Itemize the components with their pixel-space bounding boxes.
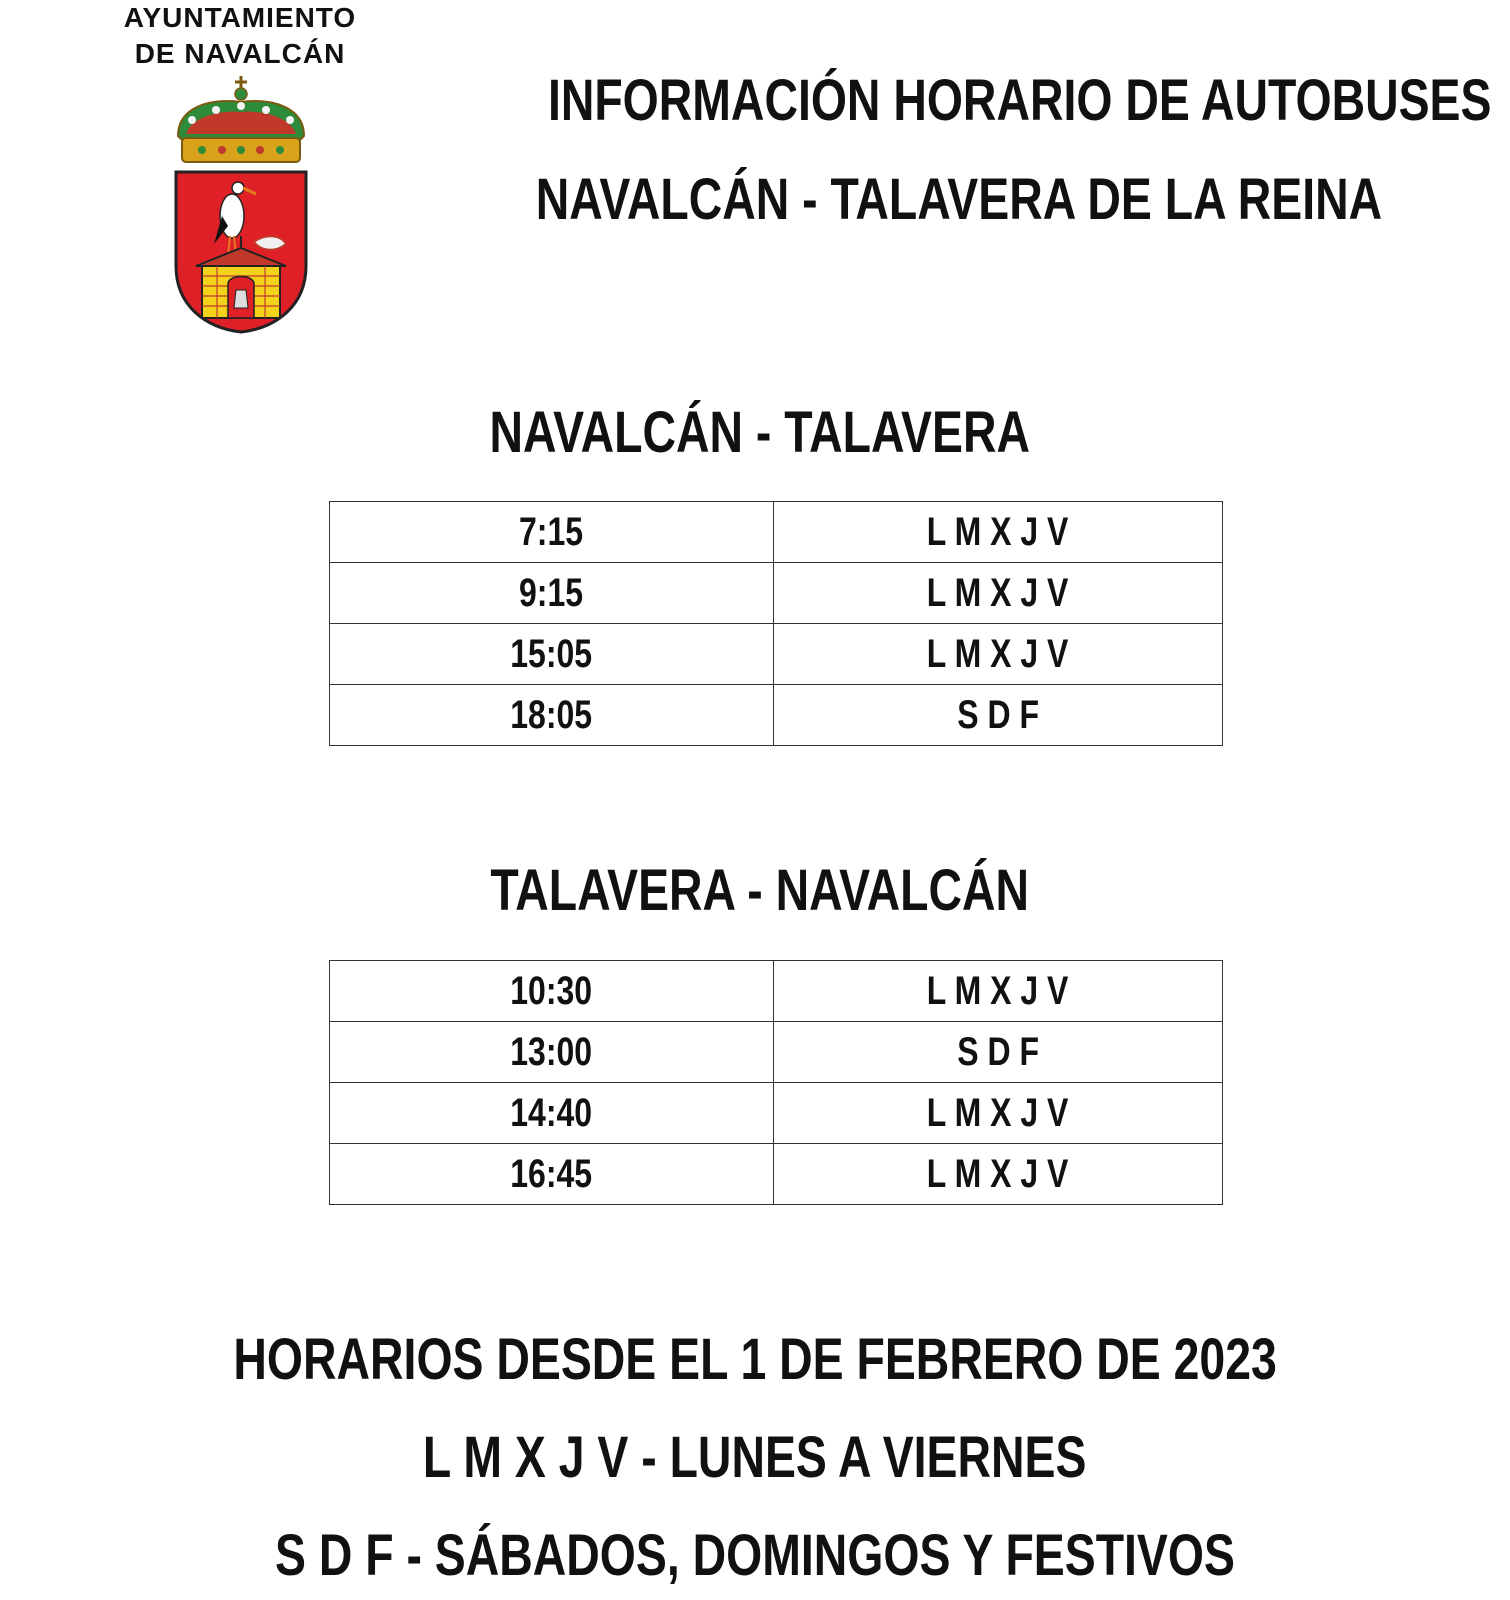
route-subtitle: NAVALCÁN - TALAVERA DE LA REINA [535, 167, 1383, 232]
departure-time: 13:00 [330, 1022, 774, 1083]
table-row [330, 624, 1223, 685]
outbound-heading: NAVALCÁN - TALAVERA [489, 400, 1031, 465]
shield-icon [176, 172, 306, 332]
crown-icon [178, 76, 304, 162]
organization-name [90, 0, 390, 72]
inbound-schedule-table [329, 960, 1223, 1205]
table-row [330, 1083, 1223, 1144]
organization-line-2: DE NAVALCÁN [134, 38, 346, 69]
main-title: INFORMACIÓN HORARIO DE AUTOBUSES [547, 68, 1492, 133]
departure-time: 18:05 [330, 685, 774, 746]
service-days: L M X J V [774, 961, 1223, 1022]
organization-line-1: AYUNTAMIENTO [123, 2, 357, 33]
departure-time: 7:15 [330, 502, 774, 563]
inbound-heading: TALAVERA - NAVALCÁN [490, 858, 1030, 923]
departure-time: 15:05 [330, 624, 774, 685]
service-days: L M X J V [774, 1083, 1223, 1144]
service-days: S D F [774, 685, 1223, 746]
municipal-coat-of-arms-icon [172, 76, 310, 334]
departure-time: 10:30 [330, 961, 774, 1022]
service-days: L M X J V [774, 1144, 1223, 1205]
service-days: L M X J V [774, 502, 1223, 563]
valid-from-notice: HORARIOS DESDE EL 1 DE FEBRERO DE 2023 [233, 1327, 1277, 1392]
table-row [330, 563, 1223, 624]
table-row [330, 685, 1223, 746]
weekday-legend: L M X J V - LUNES A VIERNES [423, 1425, 1087, 1490]
table-row [330, 1022, 1223, 1083]
service-days: L M X J V [774, 563, 1223, 624]
service-days: L M X J V [774, 624, 1223, 685]
outbound-schedule-table [329, 501, 1223, 746]
weekend-legend: S D F - SÁBADOS, DOMINGOS Y FESTIVOS [275, 1523, 1235, 1588]
table-row [330, 1144, 1223, 1205]
departure-time: 16:45 [330, 1144, 774, 1205]
table-row [330, 961, 1223, 1022]
table-row [330, 502, 1223, 563]
service-days: S D F [774, 1022, 1223, 1083]
departure-time: 9:15 [330, 563, 774, 624]
departure-time: 14:40 [330, 1083, 774, 1144]
